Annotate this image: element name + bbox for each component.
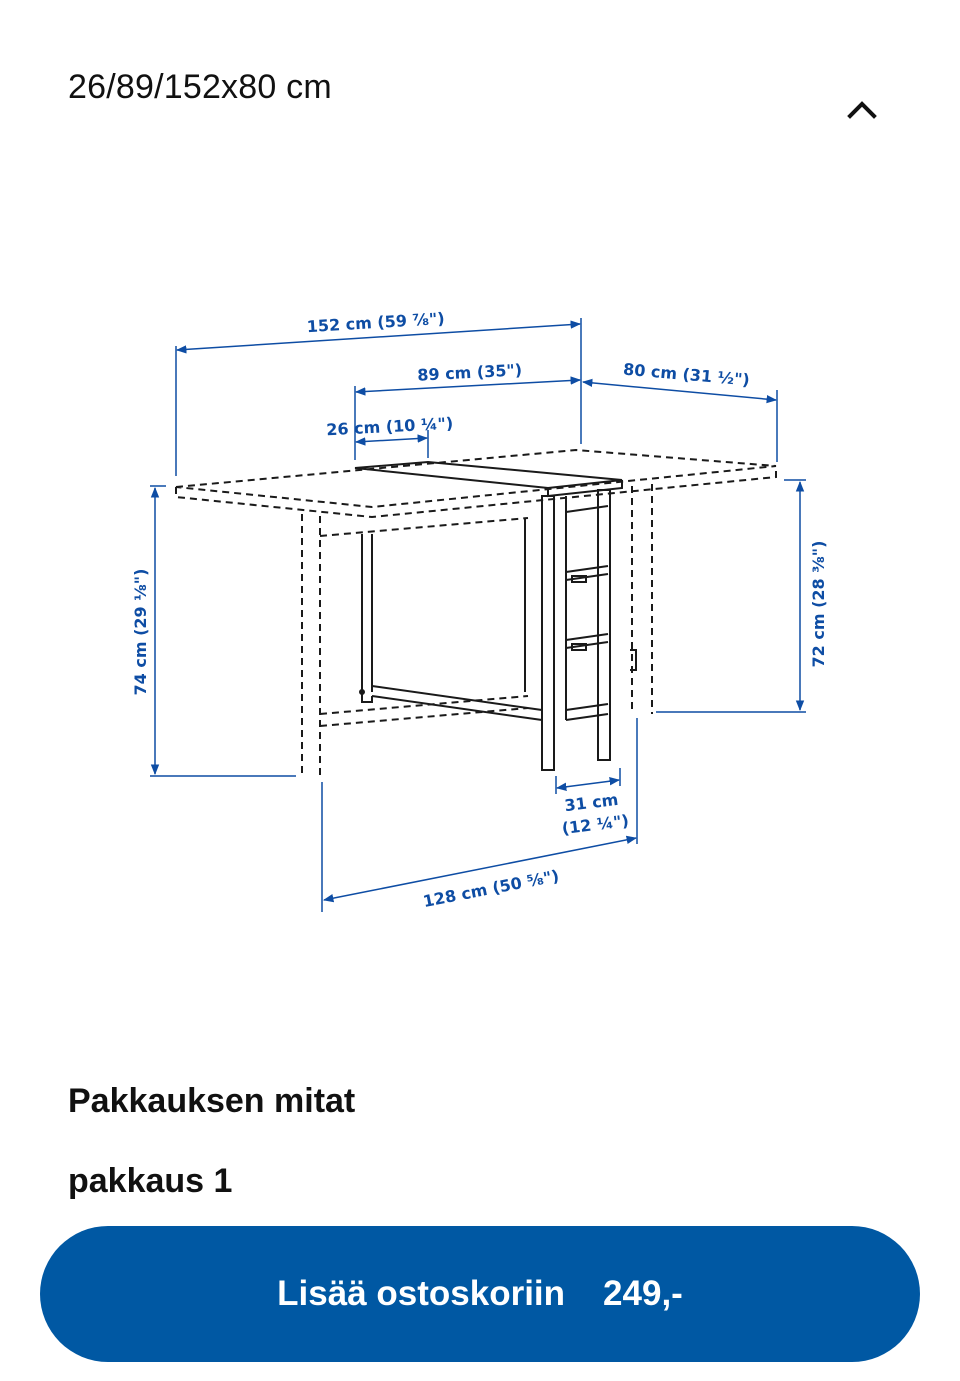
add-to-cart-button[interactable] (40, 1226, 920, 1362)
package-label: pakkaus 1 (68, 1162, 233, 1200)
product-size-title: 26/89/152x80 cm (68, 68, 332, 106)
table-dimension-diagram (0, 290, 960, 930)
add-to-cart-label: Lisää ostoskoriin (277, 1274, 566, 1313)
table-drawing (176, 450, 776, 776)
product-price: 249,- (603, 1274, 683, 1313)
packaging-dimensions-heading: Pakkauksen mitat (68, 1082, 356, 1120)
dim-label-width-folded: 26 cm (10 ¼") (325, 413, 454, 440)
collapse-button[interactable] (838, 86, 886, 134)
chevron-up-icon (847, 100, 877, 120)
dim-label-depth: 80 cm (31 ½") (622, 359, 751, 390)
dim-label-width-full: 152 cm (59 ⅞") (306, 308, 446, 337)
dim-label-base-length: 128 cm (50 ⅝") (421, 866, 561, 912)
dim-label-height-left: 74 cm (29 ⅛") (131, 568, 150, 696)
dimension-lines (150, 318, 806, 912)
dim-label-leg-depth-line1: 31 cm (563, 789, 620, 816)
dim-label-leg-depth-line2: (12 ¼") (560, 811, 630, 839)
dim-label-width-half: 89 cm (35") (416, 360, 523, 385)
dim-label-height-right: 72 cm (28 ⅜") (809, 540, 828, 668)
